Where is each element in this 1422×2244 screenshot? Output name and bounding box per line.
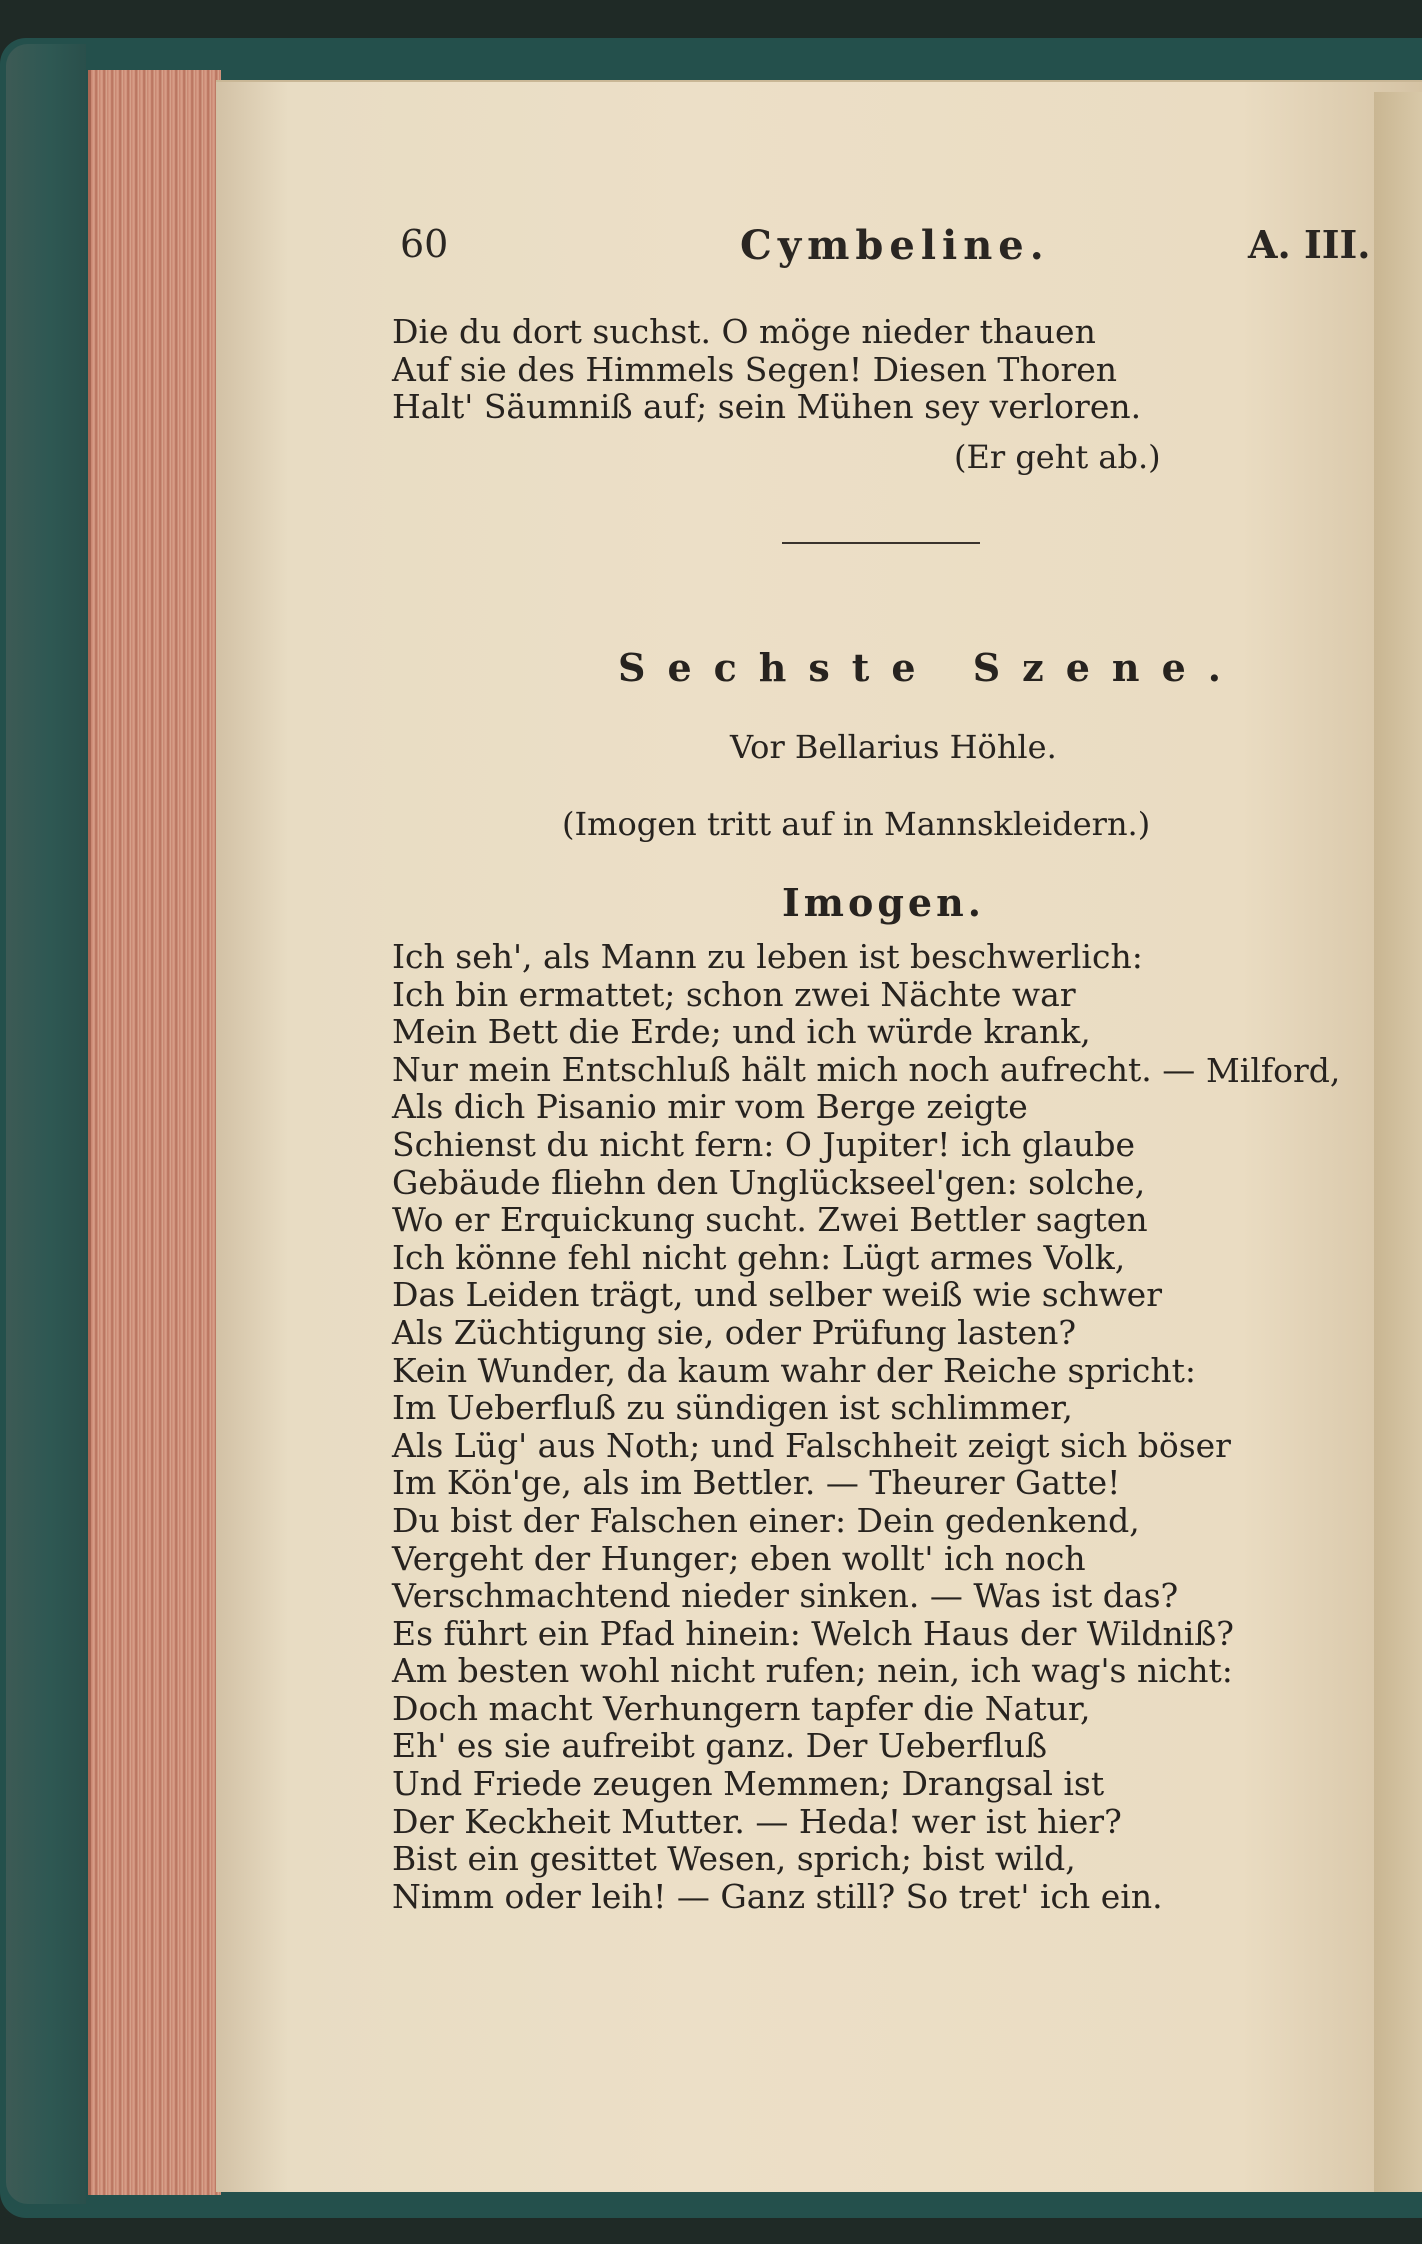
speech-line: Du bist der Falschen einer: Dein gedenkend, <box>392 1500 1140 1540</box>
next-page-edge <box>1374 92 1422 2192</box>
act-label: A. III. <box>1248 222 1371 267</box>
scene-location: Vor Bellarius Höhle. <box>730 728 1057 766</box>
cover-spine-edge <box>6 44 86 2204</box>
speech-line: Nimm oder leih! — Ganz still? So tret' ich ein. <box>392 1876 1163 1916</box>
speech-line: Am besten wohl nicht rufen; nein, ich wag's nicht: <box>392 1651 1233 1691</box>
speech-line: Bist ein gesittet Wesen, sprich; bist wild, <box>392 1839 1076 1879</box>
speech-line: Mein Bett die Erde; und ich würde krank, <box>392 1012 1091 1052</box>
speech-line: Ich bin ermattet; schon zwei Nächte war <box>392 974 1076 1014</box>
speech-line: Als Lüg' aus Noth; und Falschheit zeigt sich böser <box>392 1425 1231 1465</box>
verse-line: Die du dort suchst. O möge nieder thauen <box>392 312 1096 351</box>
speech-line: Im Kön'ge, als im Bettler. — Theurer Gatte! <box>392 1463 1121 1503</box>
page-number: 60 <box>400 222 449 266</box>
speech-line-continuation: Milford, <box>1206 1051 1341 1090</box>
speech-line: Als dich Pisanio mir vom Berge zeigte <box>392 1087 1028 1127</box>
page-edges <box>88 70 221 2195</box>
section-divider <box>782 542 980 544</box>
speech-line: Im Ueberfluß zu sündigen ist schlimmer, <box>392 1388 1073 1428</box>
speech-line: Vergeht der Hunger; eben wollt' ich noch <box>392 1538 1086 1578</box>
speech-line: Kein Wunder, da kaum wahr der Reiche spricht: <box>392 1350 1197 1390</box>
speech-line: Der Keckheit Mutter. — Heda! wer ist hier? <box>392 1801 1122 1841</box>
speech-line: Ich könne fehl nicht gehn: Lügt armes Volk, <box>392 1237 1126 1277</box>
exit-stage-direction: (Er geht ab.) <box>954 438 1161 476</box>
speech-line: Das Leiden trägt, und selber weiß wie schwer <box>392 1275 1162 1315</box>
speech-line: Doch macht Verhungern tapfer die Natur, <box>392 1688 1091 1728</box>
speech-line: Es führt ein Pfad hinein: Welch Haus der Wildniß? <box>392 1613 1234 1653</box>
verse-line: Halt' Säumniß auf; sein Mühen sey verloren. <box>392 387 1142 427</box>
speech-line: Nur mein Entschluß hält mich noch aufrecht. — <box>392 1049 1196 1089</box>
speech-block <box>392 938 1234 1915</box>
verse-line: Auf sie des Himmels Segen! Diesen Thoren <box>392 349 1118 389</box>
speech-line: Gebäude fliehn den Unglückseel'gen: solche, <box>392 1162 1146 1202</box>
speech-line: Als Züchtigung sie, oder Prüfung lasten? <box>392 1312 1077 1352</box>
stage-direction: (Imogen tritt auf in Mannskleidern.) <box>562 805 1151 843</box>
running-title: Cymbeline. <box>740 222 1050 269</box>
speaker-name: Imogen. <box>782 880 985 925</box>
speech-line: Und Friede zeugen Memmen; Drangsal ist <box>392 1764 1105 1804</box>
speech-line: Wo er Erquickung sucht. Zwei Bettler sagten <box>392 1200 1148 1240</box>
top-verse <box>392 313 1141 426</box>
speech-line: Eh' es sie aufreibt ganz. Der Ueberfluß <box>392 1726 1047 1766</box>
scene-heading: Sechste Szene. <box>618 645 1243 690</box>
speech-line: Schienst du nicht fern: O Jupiter! ich glaube <box>392 1124 1135 1164</box>
speech-line: Ich seh', als Mann zu leben ist beschwerlich: <box>392 937 1143 976</box>
speech-line: Verschmachtend nieder sinken. — Was ist das? <box>392 1576 1179 1616</box>
